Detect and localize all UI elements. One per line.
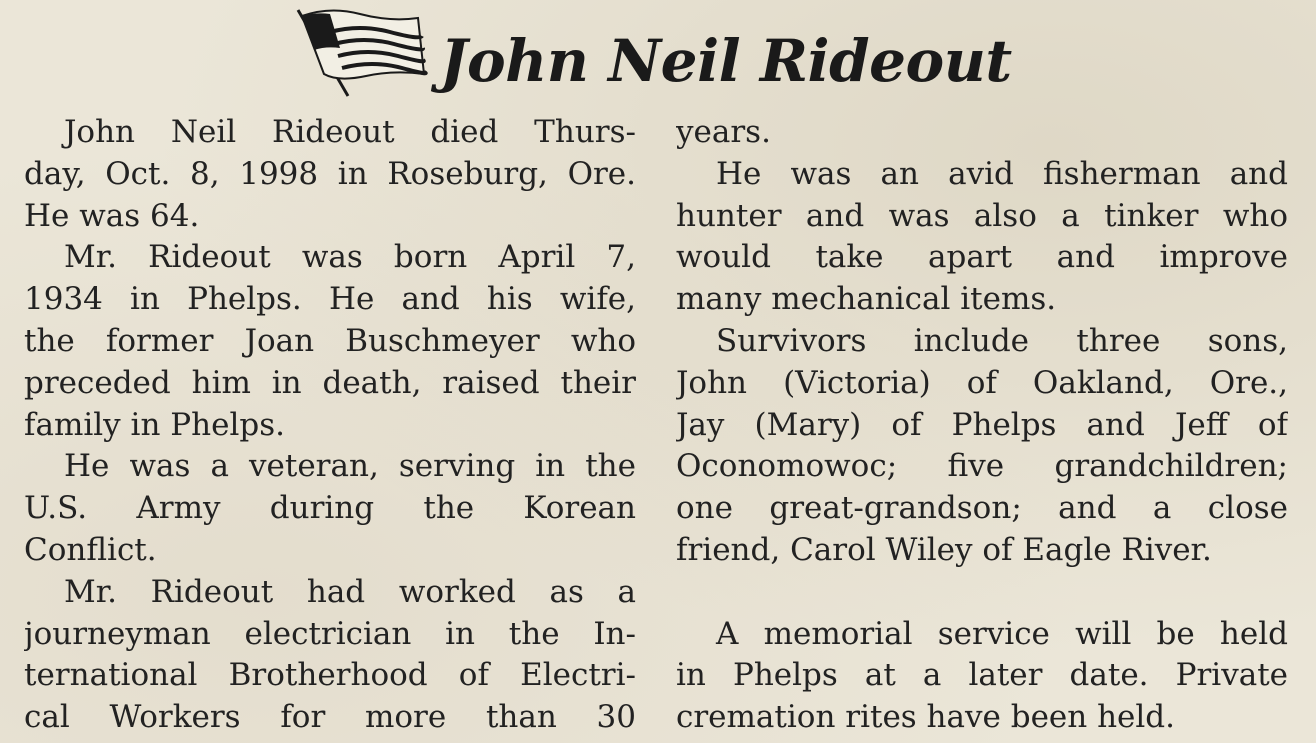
text-line: the former Joan Buschmeyer who [24,322,636,359]
left-column [24,112,636,739]
text-line: ternational Brotherhood of Electri- [24,657,636,694]
text-line: cal Workers for more than 30 [24,699,636,736]
text-line: many mechanical items. [676,281,1057,318]
text-line: Mr. Rideout had worked as a [64,573,636,610]
american-flag-icon [290,4,430,100]
text-line: A memorial service will be held [716,615,1288,652]
text-line: friend, Carol Wiley of Eagle River. [676,531,1212,568]
text-line: John (Victoria) of Oakland, Ore., [676,364,1288,401]
text-line: journeyman electrician in the In- [24,615,636,652]
text-line: He was 64. [24,197,200,234]
text-line: U.S. Army during the Korean [24,490,636,527]
text-line: years. [676,114,771,150]
text-line: Conflict. [24,531,157,568]
text-line: cremation rites have been held. [676,699,1175,736]
text-line: Jay (Mary) of Phelps and Jeff of [676,406,1288,443]
text-line: preceded him in death, raised their [24,364,636,401]
text-line: in Phelps at a later date. Private [676,657,1288,694]
text-line: He was a veteran, serving in the [64,448,636,485]
text-line: family in Phelps. [24,406,285,443]
right-column [676,112,1288,739]
text-line: day, Oct. 8, 1998 in Roseburg, Ore. [24,155,636,192]
text-line: one great-grandson; and a close [676,490,1288,527]
text-line: hunter and was also a tinker who [676,197,1288,234]
text-line: John Neil Rideout died Thurs- [64,114,636,150]
text-line: Oconomowoc; five grandchildren; [676,448,1288,485]
paragraph-spacer [676,572,1288,614]
text-line: 1934 in Phelps. He and his wife, [24,281,636,318]
text-line: Mr. Rideout was born April 7, [64,239,636,276]
obituary-title: John Neil Rideout [440,27,1012,95]
text-line: would take apart and improve [676,239,1288,276]
text-line: He was an avid fisherman and [716,155,1288,192]
obituary-header [290,4,1050,100]
text-line: Survivors include three sons, [716,322,1288,359]
